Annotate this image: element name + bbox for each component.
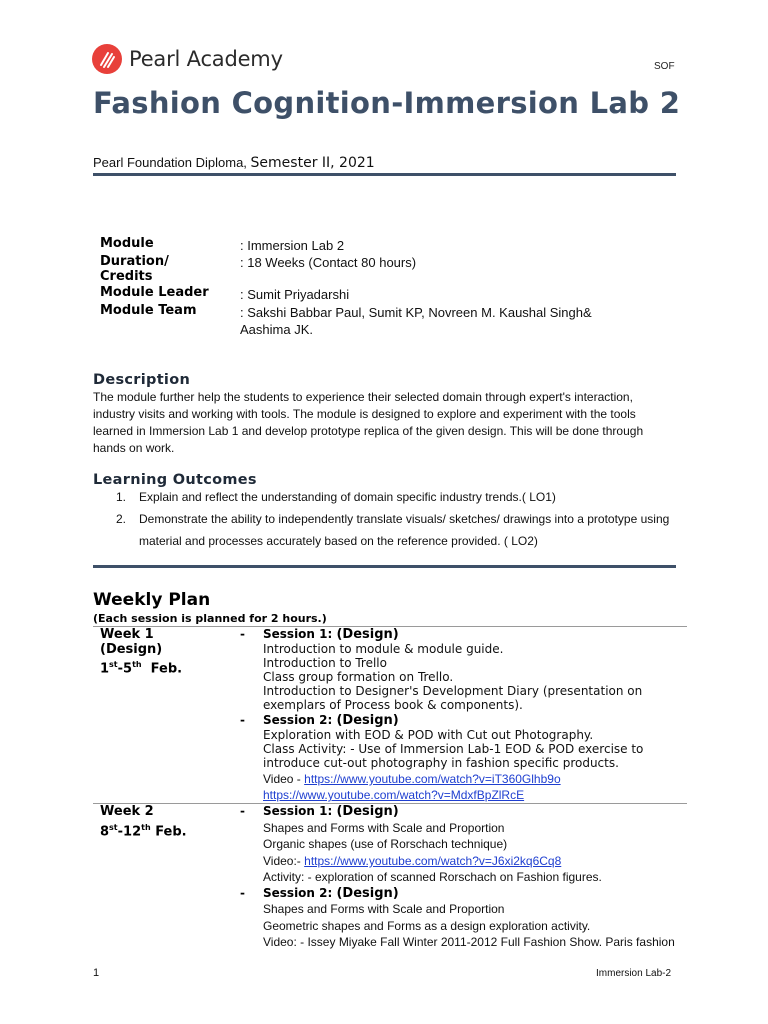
week2-s2-line: Geometric shapes and Forms as a design exploration activity. [263, 919, 591, 933]
week2-s2-line: Shapes and Forms with Scale and Proportion [263, 902, 505, 916]
video-label: Video - [263, 772, 305, 786]
week2-s1-line: Organic shapes (use of Rorschach technique) [263, 837, 508, 851]
bullet-dash: - [240, 627, 245, 641]
week1-s1-line: Introduction to module & module guide. [263, 642, 504, 656]
video-link[interactable]: https://www.youtube.com/watch?v=MdxfBpZlRcE [263, 788, 525, 802]
bullet-dash: - [240, 804, 245, 818]
outcome-number: 1. [116, 490, 127, 504]
week1-s2-line: Class Activity: - Use of Immersion Lab-1 EOD & POD exercise to [263, 742, 644, 756]
week1-s1-line: Introduction to Trello [263, 656, 387, 670]
week2-label: Week 2 [100, 804, 154, 819]
week2-s1-line: Shapes and Forms with Scale and Proportion [263, 821, 505, 835]
module-team-label: Module Team [100, 303, 197, 318]
brand-name: Pearl Academy [129, 47, 283, 71]
week2-video-line [263, 853, 561, 869]
module-value: : Immersion Lab 2 [240, 238, 345, 253]
duration-value: : 18 Weeks (Contact 80 hours) [240, 255, 417, 270]
outcome-text: Explain and reflect the understanding of domain specific industry trends.( LO1) [139, 490, 556, 504]
brand-logo [92, 44, 283, 74]
weekly-plan-heading: Weekly Plan [93, 590, 211, 610]
week1-session1-title: Session 1: (Design) [263, 627, 399, 642]
learning-outcome-item [116, 508, 676, 552]
week2-session2-title: Session 2: (Design) [263, 886, 399, 901]
header-divider [93, 173, 676, 176]
page-subtitle [93, 155, 375, 171]
bullet-dash: - [240, 886, 245, 900]
week1-s1-line: Class group formation on Trello. [263, 670, 454, 684]
module-label: Module [100, 236, 154, 251]
module-leader-label: Module Leader [100, 285, 209, 300]
week1-label: Week 1 [100, 627, 154, 642]
outcome-text: Demonstrate the ability to independently translate visuals/ sketches/ drawings into a prototype using material and processes accurately based on the reference provided. ( LO2) [139, 512, 670, 548]
week1-session2-title: Session 2: (Design) [263, 713, 399, 728]
week1-type: (Design) [100, 642, 163, 657]
pearl-logo-icon [92, 44, 122, 74]
week2-session1-title: Session 1: (Design) [263, 804, 399, 819]
page-title: Fashion Cognition-Immersion Lab 2 [93, 86, 681, 120]
week1-video-line [263, 771, 561, 787]
learning-outcomes-heading: Learning Outcomes [93, 472, 257, 488]
description-text: The module further help the students to experience their selected domain through expert's interaction, industry visits and working with tools. The module is designed to explore and experiment with the tools learned in Immersion Lab 1 and develop prototype replica of the given design. This will be done through hands on work. [93, 390, 644, 455]
week2-dates: 8st-12th Feb. [100, 823, 187, 840]
week1-s1-line: exemplars of Process book & components). [263, 698, 523, 712]
weekly-plan-note: (Each session is planned for 2 hours.) [93, 612, 327, 625]
week2-s2-line: Video: - Issey Miyake Fall Winter 2011-2012 Full Fashion Show. Paris fashion [263, 935, 675, 949]
subtitle-program: Pearl Foundation Diploma, [93, 155, 247, 170]
week2-activity-line: Activity: - exploration of scanned Rorschach on Fashion figures. [263, 870, 602, 884]
week1-s2-line: introduce cut-out photography in fashion specific products. [263, 756, 619, 770]
duration-label: Duration/ Credits [100, 254, 169, 284]
video-link[interactable]: https://www.youtube.com/watch?v=J6xi2kq6Cq8 [304, 854, 562, 868]
school-code: SOF [654, 61, 675, 72]
outcomes-divider [93, 565, 676, 568]
week1-dates: 1st-5th Feb. [100, 660, 183, 677]
video-link[interactable]: https://www.youtube.com/watch?v=iT360Glhb9o [304, 772, 561, 786]
week1-video-line [263, 787, 524, 803]
outcome-number: 2. [116, 512, 127, 526]
week1-s1-line: Introduction to Designer's Development Diary (presentation on [263, 684, 643, 698]
week1-s2-line: Exploration with EOD & POD with Cut out Photography. [263, 728, 594, 742]
video-label: Video:- [263, 854, 305, 868]
description-heading: Description [93, 372, 191, 388]
subtitle-semester: Semester II, 2021 [250, 155, 375, 171]
footer-doc-title: Immersion Lab-2 [596, 968, 672, 979]
page-number: 1 [93, 967, 100, 979]
module-leader-value: : Sumit Priyadarshi [240, 287, 350, 302]
bullet-dash: - [240, 713, 245, 727]
learning-outcome-item [116, 486, 676, 508]
module-team-value: : Sakshi Babbar Paul, Sumit KP, Novreen M. Kaushal Singh& Aashima JK. [240, 305, 592, 337]
